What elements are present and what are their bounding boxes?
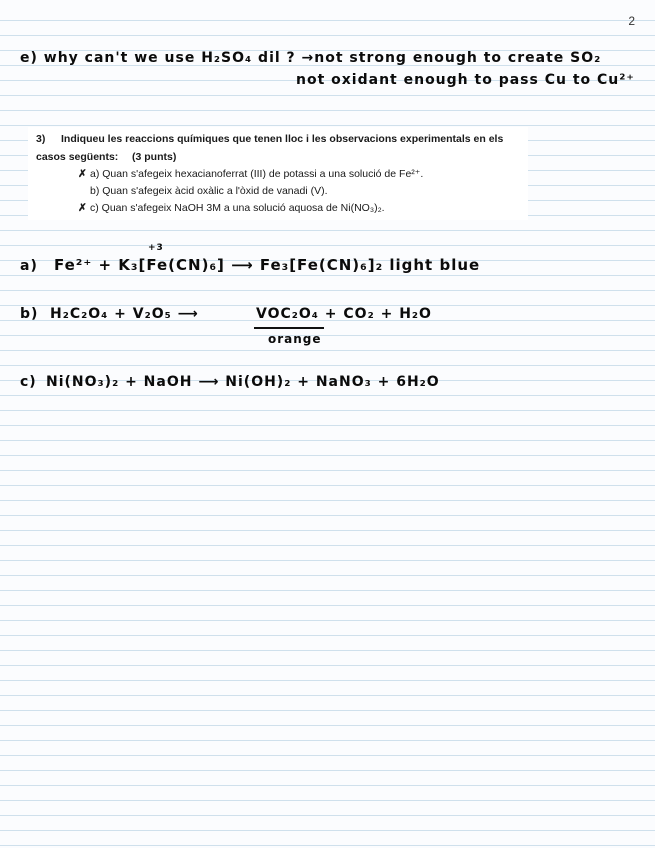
- question-prompt: Indiqueu les reaccions químiques que tenen lloc i les observacions experimentals en els: [61, 133, 504, 145]
- question-item-c: [78, 202, 385, 214]
- question-item-a: [78, 168, 423, 180]
- question-number: 3): [36, 133, 46, 145]
- answer-a-equation: Fe²⁺ + K₃[Fe(CN)₆] ⟶ Fe₃[Fe(CN)₆]₂ light blue: [54, 256, 481, 274]
- item-text: Quan s'afegeix àcid oxàlic a l'òxid de vanadi (V).: [102, 185, 328, 197]
- answer-b-note: orange: [268, 332, 322, 346]
- item-marker: b): [90, 185, 100, 197]
- answer-b-underline: [254, 327, 324, 329]
- page-number: 2: [628, 14, 635, 28]
- answer-c-label: c): [20, 374, 37, 390]
- handwritten-e-line2: not oxidant enough to pass Cu to Cu²⁺: [296, 72, 635, 88]
- answer-c-equation: Ni(NO₃)₂ + NaOH ⟶ Ni(OH)₂ + NaNO₃ + 6H₂O: [46, 374, 440, 390]
- check-mark-icon: ✗: [78, 168, 87, 180]
- question-item-b: [78, 185, 327, 197]
- item-marker: a): [90, 168, 100, 180]
- question-prompt-line2: casos següents:: [36, 151, 119, 163]
- item-marker: c): [90, 202, 99, 214]
- answer-b-equation-left: H₂C₂O₄ + V₂O₅ ⟶: [50, 306, 199, 322]
- answer-b-label: b): [20, 306, 39, 322]
- answer-a-oxidation-state: +3: [148, 243, 164, 253]
- item-text: Quan s'afegeix hexacianoferrat (III) de potassi a una solució de Fe²⁺.: [102, 168, 424, 180]
- handwritten-e-line1: e) why can't we use H₂SO₄ dil ? →not strong enough to create SO₂: [20, 50, 602, 66]
- answer-a-label: a): [20, 258, 38, 274]
- answer-b-equation-right: VOC₂O₄ + CO₂ + H₂O: [256, 306, 432, 322]
- item-text: Quan s'afegeix NaOH 3M a una solució aquosa de Ni(NO₃)₂.: [101, 202, 385, 214]
- question-points: (3 punts): [132, 151, 177, 163]
- check-mark-icon: ✗: [78, 202, 87, 214]
